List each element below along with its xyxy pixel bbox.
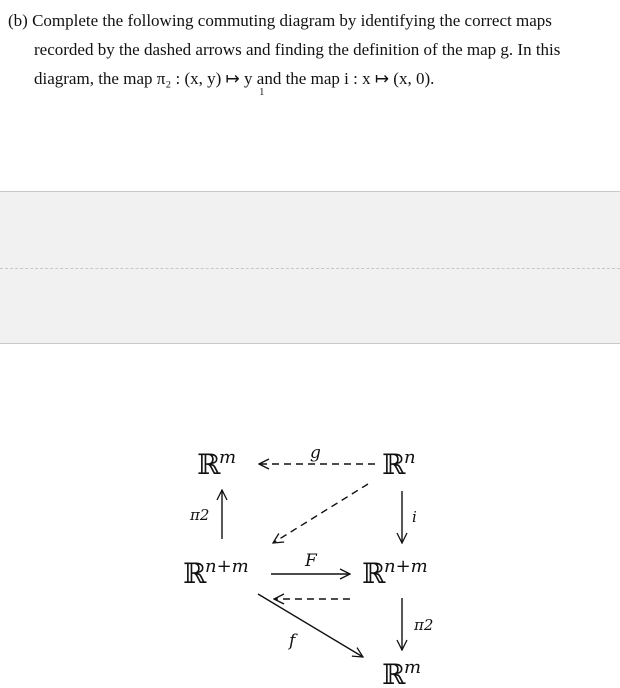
node-mid-left-exp: n+m (205, 556, 249, 577)
label-f: f (289, 631, 296, 651)
node-top-left-exp: m (219, 447, 237, 468)
node-mid-left (183, 556, 249, 590)
node-top-right-base: ℝ (382, 448, 406, 481)
problem-line-2: recorded by the dashed arrows and finding the definition of the map g. In this (34, 40, 561, 59)
label-F: F (305, 551, 317, 571)
label-pi2-right: π2 (414, 616, 434, 634)
label-g: g (310, 443, 321, 463)
label-pi2-left: π2 (190, 506, 210, 524)
page-marker: 1 (259, 86, 265, 98)
arrow-diagonal-dashed (273, 484, 368, 543)
node-bottom-right-exp: m (404, 657, 422, 678)
arrow-f (258, 594, 363, 657)
problem-line-3: diagram, the map π₂ : (x, y) ↦ y and the map i : x ↦ (x, 0). (34, 69, 435, 88)
node-mid-right-base: ℝ (362, 557, 386, 590)
node-mid-left-base: ℝ (183, 557, 207, 590)
label-i: i (412, 508, 417, 526)
node-top-right (382, 447, 416, 481)
node-bottom-right-base: ℝ (382, 658, 406, 688)
node-bottom-right (382, 657, 421, 688)
node-top-right-exp: n (404, 447, 416, 468)
node-mid-right-exp: n+m (384, 556, 428, 577)
node-mid-right (362, 556, 428, 590)
node-top-left (197, 447, 236, 481)
node-top-left-base: ℝ (197, 448, 221, 481)
problem-line-1: (b) Complete the following commuting diagram by identifying the correct maps (8, 11, 552, 30)
